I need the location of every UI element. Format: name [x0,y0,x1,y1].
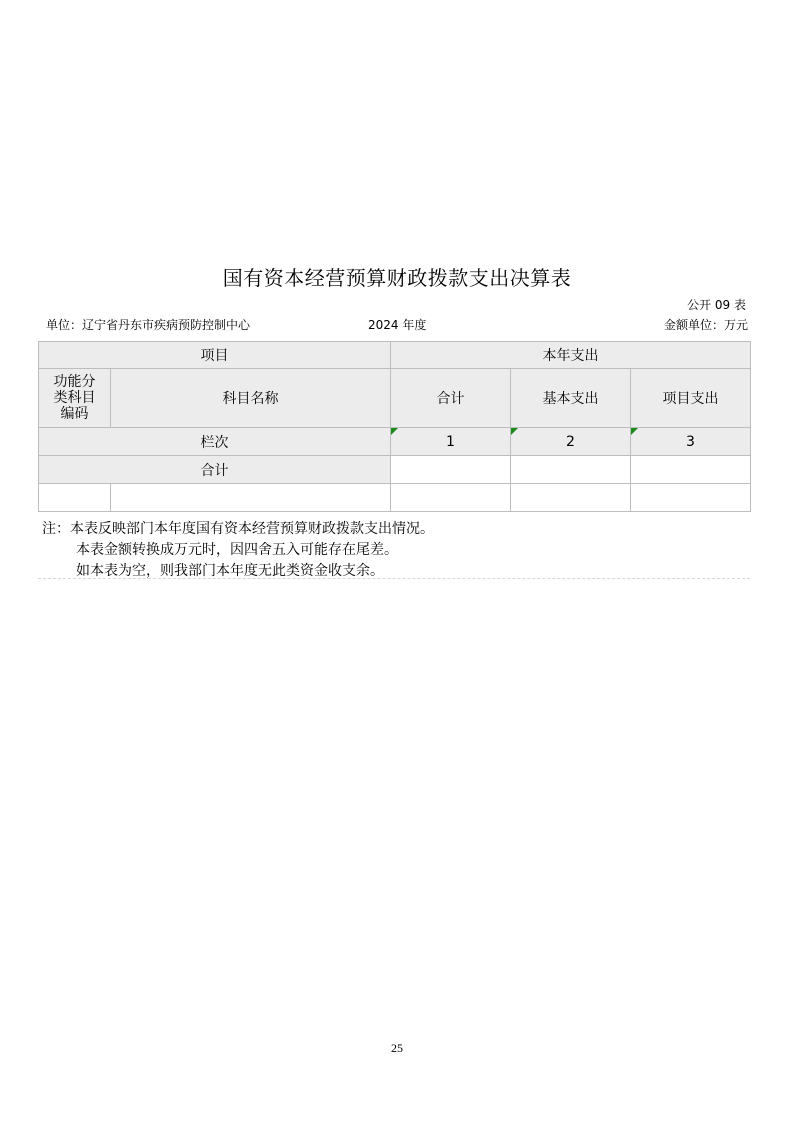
row-index-label: 栏次 [39,428,391,456]
year-label: 2024 年度 [368,318,427,332]
index-value-2: 2 [566,433,575,450]
money-unit-label: 金额单位：万元 [663,318,748,332]
meta-row [46,316,748,332]
col-name-header: 科目名称 [111,369,391,428]
notes-divider [38,578,750,579]
unit-label: 单位：辽宁省丹东市疾病预防控制中心 [46,318,251,332]
note-line-3: 如本表为空，则我部门本年度无此类资金收支余。 [76,563,384,579]
total-project-cell [631,456,751,484]
form-number: 公开 09 表 [687,298,746,312]
col-code-line-1: 功能分 [53,374,96,390]
comment-flag-icon [631,428,638,435]
col-code-header [39,369,111,428]
empty-name-cell [111,484,391,512]
page-title: 国有资本经营预算财政拨款支出决算表 [222,266,572,290]
page-number: 25 [391,1041,403,1055]
index-cell-1 [391,428,511,456]
index-value-1: 1 [446,433,455,450]
header-item: 项目 [39,342,391,369]
col-basic-header: 基本支出 [511,369,631,428]
col-code-line-3: 编码 [60,406,89,422]
comment-flag-icon [511,428,518,435]
note-line-2: 本表金额转换成万元时，因四舍五入可能存在尾差。 [76,542,398,558]
empty-basic-cell [511,484,631,512]
col-project-header: 项目支出 [631,369,751,428]
empty-code-cell [39,484,111,512]
index-value-3: 3 [686,433,695,450]
index-cell-3 [631,428,751,456]
index-cell-2 [511,428,631,456]
note-line-1: 注：本表反映部门本年度国有资本经营预算财政拨款支出情况。 [42,521,434,537]
expenditure-table [38,341,751,512]
comment-flag-icon [391,428,398,435]
col-total-header: 合计 [391,369,511,428]
total-basic-cell [511,456,631,484]
header-expense: 本年支出 [391,342,751,369]
notes [42,519,434,582]
col-code-line-2: 类科目 [53,390,96,406]
empty-project-cell [631,484,751,512]
total-label: 合计 [39,456,391,484]
total-amount-cell [391,456,511,484]
empty-total-cell [391,484,511,512]
